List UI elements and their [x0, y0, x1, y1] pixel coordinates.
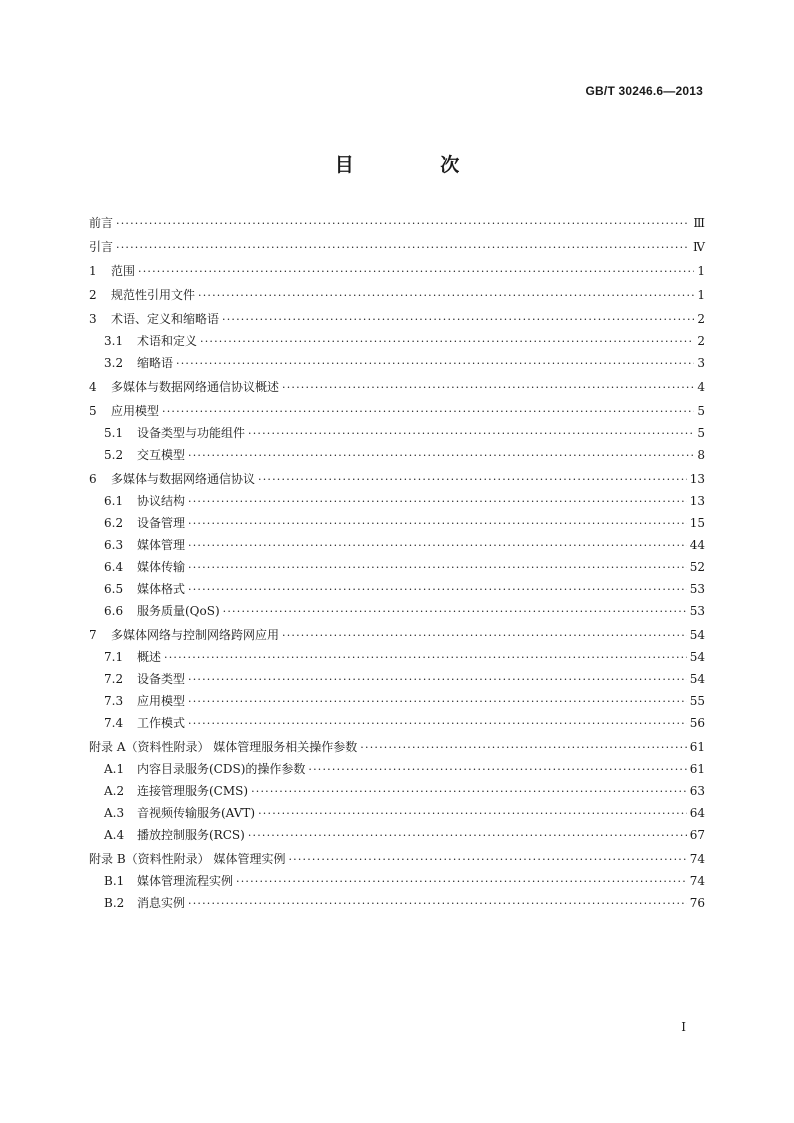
- toc-entry-page: 61: [689, 762, 705, 776]
- toc-dot-leader: [188, 561, 687, 575]
- toc-entry-label: 前言: [89, 216, 114, 230]
- toc-entry-page: 2: [697, 334, 705, 348]
- toc-entry-page: Ⅳ: [693, 240, 705, 254]
- standard-number: GB/T 30246.6—2013: [585, 84, 703, 98]
- toc-dot-leader: [258, 473, 687, 487]
- toc-entry-number: 3: [89, 312, 97, 326]
- toc-entry[interactable]: [89, 448, 705, 463]
- toc-entry-number: 6: [89, 472, 97, 486]
- toc-entry-page: 61: [689, 740, 705, 754]
- toc-dot-leader: [176, 357, 694, 371]
- toc-dot-leader: [200, 335, 694, 349]
- toc-dot-leader: [251, 785, 687, 799]
- toc-entry-label: 媒体格式: [137, 582, 186, 596]
- toc-entry-page: 67: [689, 828, 705, 842]
- toc-dot-leader: [188, 717, 687, 731]
- toc-entry-label: 应用模型: [137, 694, 186, 708]
- toc-entry-label: 多媒体网络与控制网络跨网应用: [111, 628, 280, 642]
- toc-entry-label: 设备管理: [137, 516, 186, 530]
- toc-entry-number: B.2: [104, 896, 125, 910]
- toc-entry[interactable]: [89, 216, 705, 231]
- toc-entry-label: 内容目录服务(CDS)的操作参数: [137, 762, 306, 776]
- toc-entry-page: 53: [689, 582, 705, 596]
- toc-entry-label: 交互模型: [137, 448, 186, 462]
- toc-entry-number: 3.2: [104, 356, 124, 370]
- toc-entry[interactable]: [89, 806, 705, 821]
- toc-dot-leader: [236, 875, 687, 889]
- toc-entry-page: 55: [689, 694, 705, 708]
- toc-entry-number: 7: [89, 628, 97, 642]
- page-title: 目 次: [334, 154, 500, 176]
- toc-dot-leader: [282, 381, 694, 395]
- toc-entry[interactable]: [89, 240, 705, 255]
- toc-entry-page: 8: [697, 448, 705, 462]
- toc-entry-page: 53: [689, 604, 705, 618]
- toc-dot-leader: [116, 241, 690, 255]
- toc-entry[interactable]: [89, 628, 705, 643]
- toc-dot-leader: [164, 651, 687, 665]
- toc-dot-leader: [116, 217, 690, 231]
- toc-entry-label: 音视频传输服务(AVT): [137, 806, 256, 820]
- toc-dot-leader: [258, 807, 687, 821]
- toc-entry[interactable]: [89, 288, 705, 303]
- toc-dot-leader: [198, 289, 694, 303]
- toc-entry-label: 附录 A（资料性附录） 媒体管理服务相关操作参数: [89, 740, 358, 754]
- toc-entry-label: 工作模式: [137, 716, 186, 730]
- toc-entry-page: 74: [689, 852, 705, 866]
- toc-dot-leader: [248, 427, 694, 441]
- toc-entry-number: B.1: [104, 874, 125, 888]
- toc-entry[interactable]: [89, 264, 705, 279]
- toc-entry-number: 4: [89, 380, 97, 394]
- toc-entry-page: 4: [697, 380, 705, 394]
- toc-entry[interactable]: [89, 312, 705, 327]
- toc-entry-label: 多媒体与数据网络通信协议: [111, 472, 256, 486]
- toc-entry-page: 1: [697, 288, 705, 302]
- toc-entry-page: 44: [689, 538, 705, 552]
- toc-dot-leader: [188, 517, 687, 531]
- toc-entry-number: A.1: [104, 762, 125, 776]
- toc-entry-label: 附录 B（资料性附录） 媒体管理实例: [89, 852, 286, 866]
- toc-entry-number: 6.1: [104, 494, 124, 508]
- toc-entry-number: 6.3: [104, 538, 124, 552]
- toc-entry-page: 13: [689, 472, 705, 486]
- toc-entry-label: 媒体管理流程实例: [137, 874, 234, 888]
- toc-dot-leader: [188, 673, 687, 687]
- toc-entry[interactable]: [89, 896, 705, 911]
- toc-dot-leader: [288, 853, 686, 867]
- toc-entry[interactable]: [89, 516, 705, 531]
- toc-entry-page: 54: [689, 650, 705, 664]
- toc-entry-label: 多媒体与数据网络通信协议概述: [111, 380, 280, 394]
- toc-dot-leader: [223, 605, 687, 619]
- toc-entry-label: 消息实例: [137, 896, 186, 910]
- toc-entry-label: 连接管理服务(CMS): [137, 784, 249, 798]
- toc-entry-number: 2: [89, 288, 97, 302]
- page-number: I: [681, 1020, 686, 1034]
- toc-entry-label: 范围: [111, 264, 136, 278]
- toc-entry[interactable]: [89, 560, 705, 575]
- toc-dot-leader: [222, 313, 694, 327]
- toc-entry-number: A.2: [104, 784, 125, 798]
- toc-dot-leader: [188, 583, 687, 597]
- toc-entry-label: 媒体传输: [137, 560, 186, 574]
- toc-entry-page: 5: [697, 426, 705, 440]
- toc-entry-number: 6.2: [104, 516, 124, 530]
- toc-entry-number: 7.4: [104, 716, 124, 730]
- toc-dot-leader: [282, 629, 687, 643]
- toc-entry[interactable]: [89, 694, 705, 709]
- toc-entry[interactable]: [89, 852, 705, 867]
- toc-entry-page: Ⅲ: [693, 216, 705, 230]
- toc-entry-number: 3.1: [104, 334, 124, 348]
- toc-entry-page: 2: [697, 312, 705, 326]
- toc-entry[interactable]: [89, 582, 705, 597]
- toc-entry-label: 缩略语: [137, 356, 174, 370]
- toc-entry-number: 6.4: [104, 560, 124, 574]
- toc-entry-number: 6.6: [104, 604, 124, 618]
- toc-entry[interactable]: [89, 472, 705, 487]
- toc-dot-leader: [188, 695, 687, 709]
- toc-dot-leader: [188, 449, 694, 463]
- toc-entry-page: 54: [689, 672, 705, 686]
- toc-entry[interactable]: [89, 828, 705, 843]
- toc-entry[interactable]: [89, 404, 705, 419]
- toc-entry-page: 52: [689, 560, 705, 574]
- toc-entry-page: 15: [689, 516, 705, 530]
- toc-entry[interactable]: [89, 356, 705, 371]
- toc-entry-label: 服务质量(QoS): [137, 604, 220, 618]
- toc-entry-number: A.3: [104, 806, 125, 820]
- toc-entry-number: 7.2: [104, 672, 124, 686]
- toc-entry-label: 设备类型: [137, 672, 186, 686]
- toc-entry-label: 应用模型: [111, 404, 160, 418]
- toc-entry[interactable]: [89, 740, 705, 755]
- toc-entry[interactable]: [89, 874, 705, 889]
- toc-entry-number: 5.2: [104, 448, 124, 462]
- toc-entry[interactable]: [89, 604, 705, 619]
- toc-entry-label: 设备类型与功能组件: [137, 426, 246, 440]
- toc-entry[interactable]: [89, 380, 705, 395]
- toc-entry-label: 概述: [137, 650, 162, 664]
- toc-entry-page: 74: [689, 874, 705, 888]
- toc-entry[interactable]: [89, 650, 705, 665]
- toc-entry-page: 3: [697, 356, 705, 370]
- toc-entry[interactable]: [89, 762, 705, 777]
- toc-dot-leader: [188, 897, 687, 911]
- table-of-contents: [89, 216, 705, 911]
- toc-dot-leader: [162, 405, 694, 419]
- toc-dot-leader: [248, 829, 687, 843]
- toc-entry[interactable]: [89, 426, 705, 441]
- toc-entry-label: 术语和定义: [137, 334, 198, 348]
- toc-dot-leader: [360, 741, 686, 755]
- toc-entry-number: 6.5: [104, 582, 124, 596]
- toc-entry-page: 5: [697, 404, 705, 418]
- toc-entry-number: 1: [89, 264, 97, 278]
- toc-entry[interactable]: [89, 672, 705, 687]
- toc-entry-label: 规范性引用文件: [111, 288, 196, 302]
- toc-entry-page: 63: [689, 784, 705, 798]
- toc-entry-label: 协议结构: [137, 494, 186, 508]
- toc-entry-page: 1: [697, 264, 705, 278]
- toc-entry-label: 引言: [89, 240, 114, 254]
- toc-entry-number: 5: [89, 404, 97, 418]
- toc-entry-label: 媒体管理: [137, 538, 186, 552]
- toc-entry-number: 5.1: [104, 426, 124, 440]
- toc-entry[interactable]: [89, 784, 705, 799]
- toc-entry-number: A.4: [104, 828, 125, 842]
- toc-dot-leader: [138, 265, 694, 279]
- toc-entry[interactable]: [89, 716, 705, 731]
- toc-entry-page: 56: [689, 716, 705, 730]
- toc-entry[interactable]: [89, 494, 705, 509]
- toc-entry-page: 76: [689, 896, 705, 910]
- toc-entry-page: 64: [689, 806, 705, 820]
- toc-entry[interactable]: [89, 538, 705, 553]
- toc-entry-number: 7.1: [104, 650, 124, 664]
- toc-dot-leader: [188, 495, 687, 509]
- toc-entry-number: 7.3: [104, 694, 124, 708]
- toc-dot-leader: [308, 763, 686, 777]
- toc-entry-label: 播放控制服务(RCS): [137, 828, 245, 842]
- toc-entry-page: 54: [689, 628, 705, 642]
- toc-dot-leader: [188, 539, 687, 553]
- toc-entry-label: 术语、定义和缩略语: [111, 312, 220, 326]
- toc-entry[interactable]: [89, 334, 705, 349]
- toc-entry-page: 13: [689, 494, 705, 508]
